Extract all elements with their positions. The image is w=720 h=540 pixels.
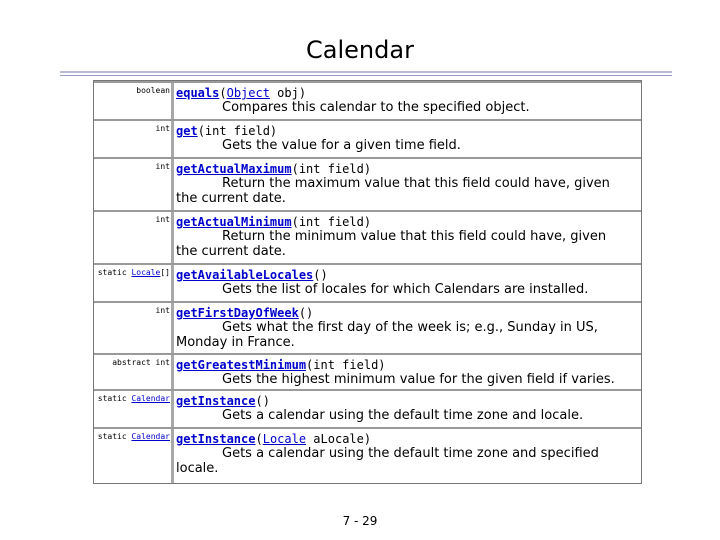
table-row xyxy=(94,389,641,427)
table-row xyxy=(94,119,641,157)
return-type: boolean xyxy=(136,86,170,95)
method-link[interactable]: getActualMinimum xyxy=(176,215,292,229)
method-signature: getFirstDayOfWeek() xyxy=(176,306,314,320)
method-signature: getInstance() xyxy=(176,394,270,408)
method-signature: equals(Object obj) xyxy=(176,86,307,100)
table-row xyxy=(94,353,641,389)
column-separator xyxy=(171,121,174,157)
method-description: Return the minimum value that this field could have, given the current date. xyxy=(176,229,607,259)
method-description: Gets the value for a given time field. xyxy=(222,138,461,153)
type-link[interactable]: Calendar xyxy=(131,394,170,403)
method-description: Compares this calendar to the specified object. xyxy=(222,100,530,115)
column-separator xyxy=(171,159,174,210)
method-signature: getActualMinimum(int field) xyxy=(176,215,372,229)
type-link[interactable]: Locale xyxy=(131,268,161,277)
return-type: int xyxy=(155,215,170,224)
return-type: static Calendar xyxy=(97,394,170,403)
type-link[interactable]: Calendar xyxy=(131,432,170,441)
return-type: int xyxy=(155,306,170,315)
method-signature: getInstance(Locale aLocale) xyxy=(176,432,372,446)
method-description: Return the maximum value that this field could have, given the current date. xyxy=(176,176,610,206)
method-description: Gets what the first day of the week is; e.g., Sunday in US, Monday in France. xyxy=(176,320,598,350)
method-link[interactable]: getInstance xyxy=(176,394,256,408)
method-link[interactable]: equals xyxy=(176,86,220,100)
method-description: Gets the list of locales for which Calendars are installed. xyxy=(222,282,589,297)
table-row xyxy=(94,301,641,353)
method-link[interactable]: getAvailableLocales xyxy=(176,268,314,282)
method-link[interactable]: getActualMaximum xyxy=(176,162,292,176)
method-link[interactable]: getGreatestMinimum xyxy=(176,358,307,372)
column-separator xyxy=(171,265,174,301)
method-link[interactable]: get xyxy=(176,124,198,138)
column-separator xyxy=(171,355,174,389)
column-separator xyxy=(171,391,174,427)
return-type: int xyxy=(155,162,170,171)
title-divider xyxy=(60,71,672,73)
column-separator xyxy=(171,83,174,119)
column-separator xyxy=(171,212,174,263)
title-divider-thin xyxy=(60,75,672,76)
method-summary-table xyxy=(93,80,642,484)
method-description: Gets a calendar using the default time zone and specified locale. xyxy=(176,446,599,476)
method-description: Gets the highest minimum value for the given field if varies. xyxy=(222,372,615,387)
return-type: int xyxy=(155,124,170,133)
method-link[interactable]: getInstance xyxy=(176,432,256,446)
method-signature: get(int field) xyxy=(176,124,278,138)
method-signature: getGreatestMinimum(int field) xyxy=(176,358,386,372)
column-separator xyxy=(171,429,174,484)
method-description: Gets a calendar using the default time zone and locale. xyxy=(222,408,584,423)
slide-title: Calendar xyxy=(306,36,414,64)
column-separator xyxy=(171,303,174,353)
param-type-link[interactable]: Object xyxy=(226,86,270,100)
table-row xyxy=(94,157,641,210)
return-type: static Locale[] xyxy=(97,268,170,277)
table-row xyxy=(94,427,641,484)
method-link[interactable]: getFirstDayOfWeek xyxy=(176,306,299,320)
return-type: abstract int xyxy=(112,358,170,367)
table-row xyxy=(94,263,641,301)
method-signature: getActualMaximum(int field) xyxy=(176,162,372,176)
method-signature: getAvailableLocales() xyxy=(176,268,328,282)
page-number: 7 - 29 xyxy=(342,514,378,528)
table-row xyxy=(94,210,641,263)
table-row xyxy=(94,81,641,119)
param-type-link[interactable]: Locale xyxy=(262,432,307,446)
return-type: static Calendar xyxy=(97,432,170,441)
